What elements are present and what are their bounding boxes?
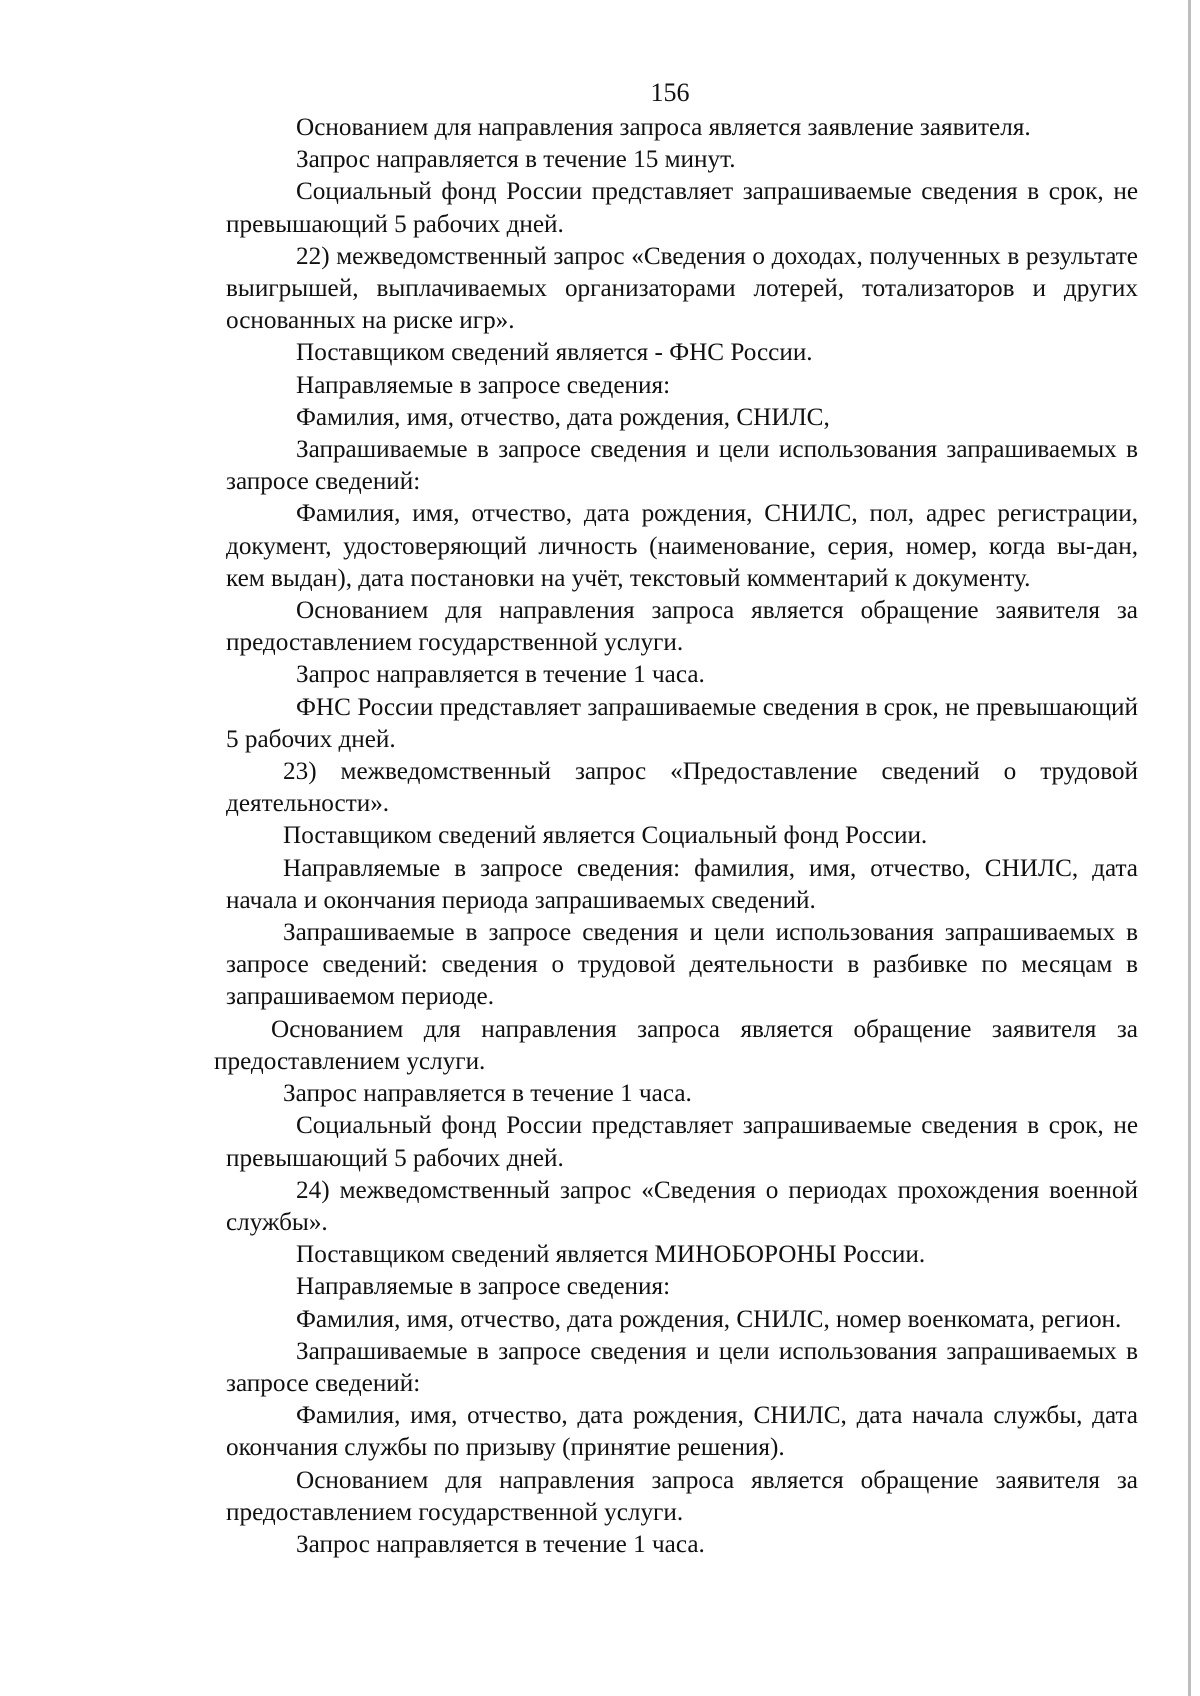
paragraph: Поставщиком сведений является Социальный фонд России. bbox=[283, 822, 928, 850]
paragraph: Социальный фонд России представляет запрашиваемые сведения в срок, не превышающий 5 рабочих дней. bbox=[226, 1112, 1138, 1172]
paragraph: Основанием для направления запроса является обращение заявителя за предоставлением государственной услуги. bbox=[226, 597, 1138, 657]
paragraph: Направляемые в запросе сведения: фамилия, имя, отчество, СНИЛС, дата начала и окончания периода запрашиваемых сведений. bbox=[226, 854, 1138, 914]
paragraph: Запрос направляется в течение 1 часа. bbox=[296, 1530, 705, 1558]
paragraph: Поставщиком сведений является - ФНС России. bbox=[296, 339, 813, 367]
scan-edge-line bbox=[1188, 0, 1191, 1696]
page-number: 156 bbox=[650, 78, 690, 107]
paragraph-item-23: 23) межведомственный запрос «Предоставление сведений о трудовой деятельности». bbox=[226, 758, 1138, 818]
paragraph: Запрос направляется в течение 1 часа. bbox=[283, 1080, 692, 1108]
paragraph: Запрашиваемые в запросе сведения и цели использования запрашиваемых в запросе сведений: сведения о трудовой деятельности в разбивке по месяцам в запрашиваемом периоде. bbox=[226, 919, 1138, 1011]
paragraph: ФНС России представляет запрашиваемые сведения в срок, не превышающий 5 рабочих дней. bbox=[226, 693, 1138, 753]
paragraph: Запрос направляется в течение 15 минут. bbox=[296, 146, 736, 174]
paragraph-item-22: 22) межведомственный запрос «Сведения о доходах, полученных в результате выигрышей, выплачиваемых организаторами лотерей, тотализаторов и других основанных на риске игр». bbox=[226, 242, 1138, 335]
paragraph: Фамилия, имя, отчество, дата рождения, СНИЛС, дата начала службы, дата окончания службы по призыву (принятие решения). bbox=[226, 1402, 1138, 1462]
paragraph: Фамилия, имя, отчество, дата рождения, СНИЛС, пол, адрес регистрации, документ, удостоверяющий личность (наименование, серия, номер, когда вы-дан, кем выдан), дата постановки на учёт, текстовый комментарий к документу. bbox=[226, 500, 1138, 592]
paragraph: Основанием для направления запроса является обращение заявителя за предоставлением услуги. bbox=[214, 1015, 1138, 1075]
paragraph: Фамилия, имя, отчество, дата рождения, СНИЛС, bbox=[296, 403, 830, 431]
paragraph: Основанием для направления запроса является заявление заявителя. bbox=[296, 114, 1031, 141]
paragraph: Запрос направляется в течение 1 часа. bbox=[296, 661, 705, 689]
paragraph: Социальный фонд России представляет запрашиваемые сведения в срок, не превышающий 5 рабочих дней. bbox=[226, 178, 1138, 238]
paragraph: Запрашиваемые в запросе сведения и цели использования запрашиваемых в запросе сведений: bbox=[226, 1337, 1138, 1397]
paragraph: Направляемые в запросе сведения: bbox=[296, 371, 671, 399]
paragraph: Фамилия, имя, отчество, дата рождения, СНИЛС, номер военкомата, регион. bbox=[296, 1305, 1122, 1333]
paragraph: Основанием для направления запроса является обращение заявителя за предоставлением государственной услуги. bbox=[226, 1466, 1138, 1526]
document-body bbox=[214, 112, 1138, 1561]
paragraph: Поставщиком сведений является МИНОБОРОНЫ России. bbox=[296, 1241, 926, 1269]
paragraph-item-24: 24) межведомственный запрос «Сведения о периодах прохождения военной службы». bbox=[226, 1176, 1138, 1236]
paragraph: Направляемые в запросе сведения: bbox=[296, 1273, 671, 1301]
paragraph: Запрашиваемые в запросе сведения и цели использования запрашиваемых в запросе сведений: bbox=[226, 436, 1138, 496]
